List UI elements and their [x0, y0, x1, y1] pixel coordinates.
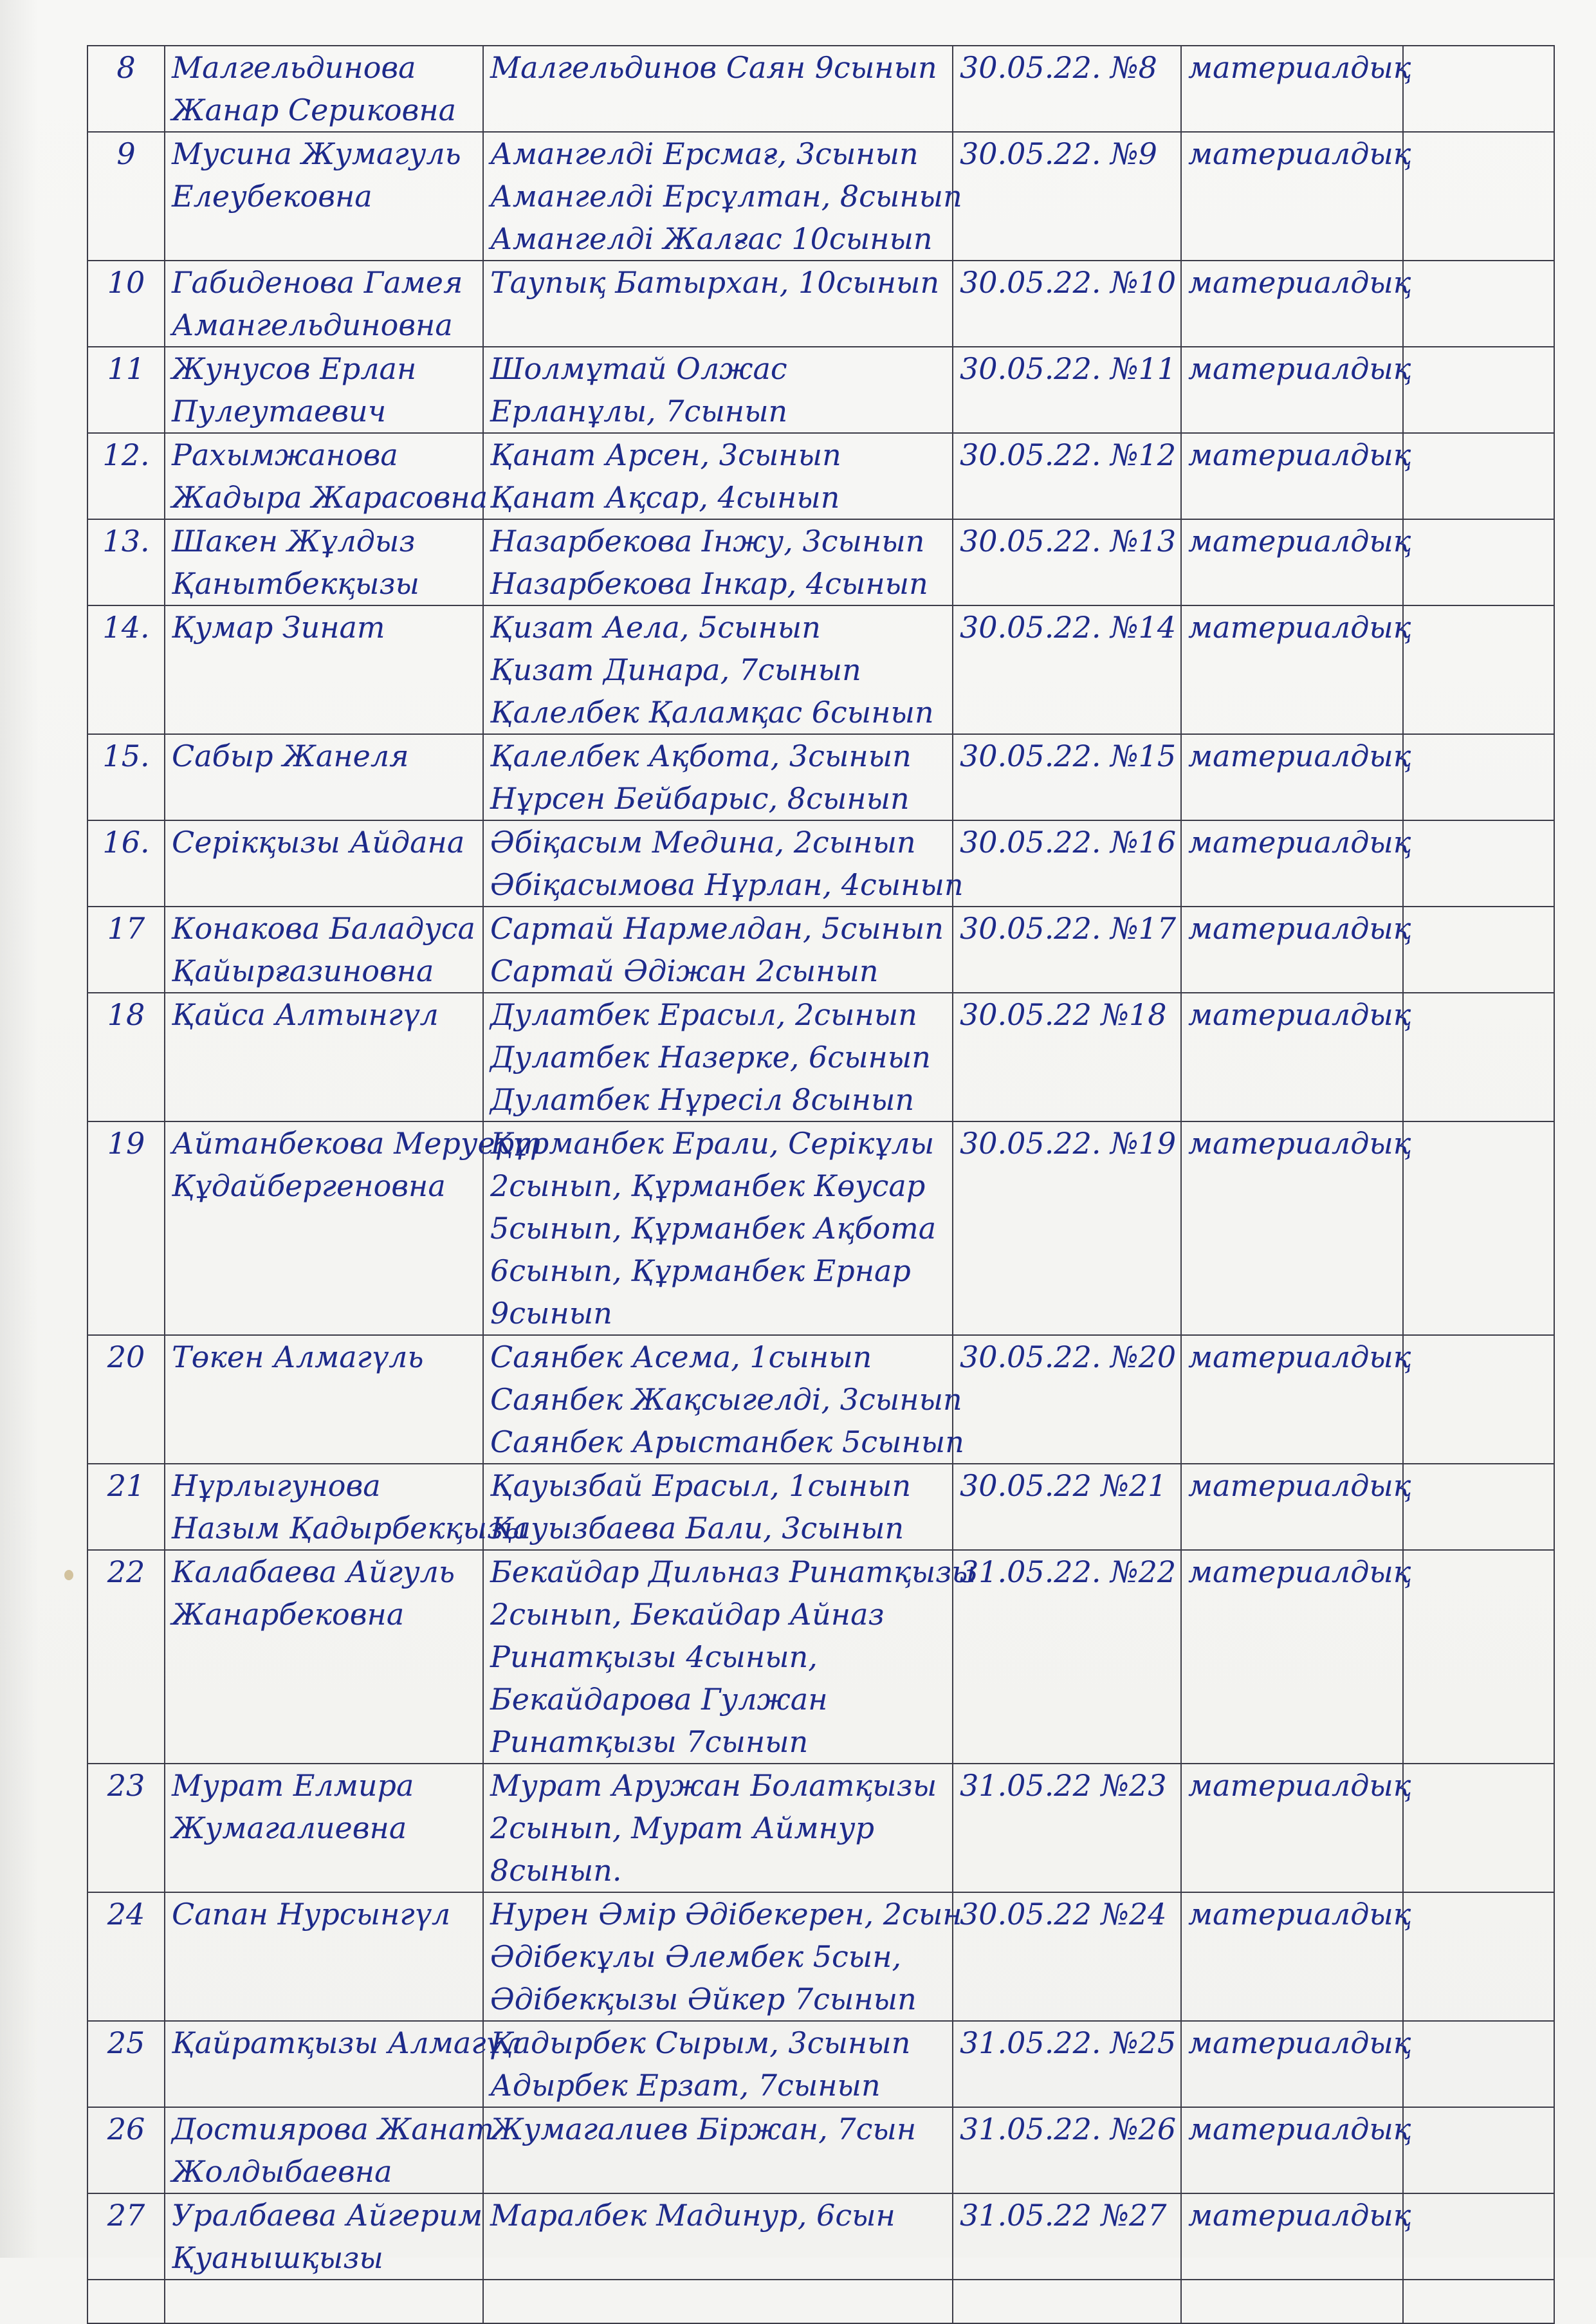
- row-number: [87, 519, 165, 605]
- child-entry-line: Қалелбек Қаламқас 6сынып: [490, 695, 934, 730]
- child-entry-line: Ринатқызы 4сынып,: [490, 1639, 818, 1674]
- children-list: [483, 2280, 953, 2323]
- signature-cell: [1403, 2021, 1554, 2107]
- row-number-text: 23: [107, 1768, 145, 1803]
- children-list: [483, 46, 953, 132]
- aid-type: [1181, 820, 1411, 907]
- row-number: [87, 132, 165, 261]
- aid-type: [1181, 261, 1411, 347]
- table-row: [87, 605, 1554, 734]
- aid-type: [1181, 519, 1411, 605]
- applicant-name-line: Айтанбекова Меруерт: [172, 1126, 542, 1161]
- table-row: [87, 519, 1554, 605]
- children-list: [483, 820, 964, 907]
- applicant-name: [165, 2107, 494, 2193]
- signature-cell: [1403, 1764, 1554, 1892]
- aid-type: [1181, 2107, 1411, 2193]
- aid-type: [1181, 734, 1411, 820]
- row-number-text: 24: [107, 1897, 145, 1932]
- applicant-name: [165, 261, 483, 347]
- applicant-name-line: Жанар Сериковна: [172, 93, 457, 127]
- decision-date-text: 30.05.22. №19: [960, 1126, 1177, 1161]
- aid-type: [1181, 605, 1411, 734]
- applicant-name: [165, 907, 483, 993]
- child-entry-line: Дулатбек Назерке, 6сынып: [490, 1040, 931, 1074]
- decision-date-text: [960, 2280, 1174, 2323]
- applicant-name-line: Қайса Алтынгүл: [172, 997, 439, 1032]
- child-entry-line: Қадырбек Сырым, 3сынып: [490, 2025, 911, 2060]
- aid-type: [1181, 1764, 1411, 1892]
- aid-type: [1181, 1550, 1411, 1764]
- aid-type-text: материалдық: [1188, 1897, 1411, 1932]
- row-number: [87, 46, 165, 132]
- child-entry-line: Мурат Аружан Болатқызы: [490, 1768, 937, 1803]
- applicant-name: [165, 1335, 483, 1464]
- children-list: [483, 2021, 953, 2107]
- applicant-name-line: Төкен Алмагүль: [172, 1340, 424, 1374]
- table-row: [87, 907, 1554, 993]
- applicant-name: [165, 993, 483, 1121]
- child-entry-line: 9сынып: [490, 1296, 612, 1331]
- child-entry-line: 2сынып, Құрманбек Көусар: [490, 1168, 926, 1203]
- row-number: [87, 734, 165, 820]
- row-number-text: 18: [107, 997, 145, 1032]
- applicant-name: [165, 734, 483, 820]
- aid-type-text: материалдық: [1188, 438, 1411, 472]
- row-number-text: 15.: [102, 739, 150, 773]
- decision-date: [953, 907, 1181, 993]
- children-list: [483, 1764, 953, 1892]
- signature-cell: [1403, 907, 1554, 993]
- row-number: [87, 2193, 165, 2280]
- table-row: [87, 820, 1554, 907]
- decision-date: [953, 1764, 1181, 1892]
- child-entry-line: Әбіқасымова Нұрлан, 4сынып: [490, 867, 964, 902]
- applicant-name: [165, 820, 483, 907]
- table-row: [87, 2107, 1554, 2193]
- children-list: [483, 347, 953, 433]
- decision-date: [953, 734, 1181, 820]
- applicant-name-line: Назым Қадырбекқызы: [172, 1511, 527, 1545]
- row-number-text: 13.: [102, 524, 150, 558]
- row-number-text: 21: [107, 1468, 145, 1503]
- signature-cell: [1403, 46, 1554, 132]
- row-number: [87, 261, 165, 347]
- signature-cell: [1403, 519, 1554, 605]
- applicant-name-line: Нұрлыгунова: [172, 1468, 381, 1503]
- aid-type: [1181, 1335, 1411, 1464]
- applicant-name: [165, 132, 483, 261]
- decision-date: [953, 2280, 1181, 2323]
- row-number-text: 10: [107, 265, 145, 300]
- decision-date-text: 30.05.22. №9: [960, 136, 1157, 171]
- child-entry-line: Әдібекқызы Әйкер 7сынып: [490, 1982, 917, 2016]
- table-row: [87, 1335, 1554, 1464]
- applicant-name: [165, 1464, 527, 1550]
- applicant-name-line: Конакова Баладуса: [172, 911, 475, 946]
- applicant-name: [165, 46, 483, 132]
- decision-date-text: 30.05.22. №20: [960, 1340, 1177, 1374]
- register-table: [87, 45, 1555, 2324]
- decision-date: [953, 261, 1181, 347]
- child-entry-line: Назарбекова Інкар, 4сынып: [490, 566, 928, 601]
- aid-type-text: материалдық: [1188, 265, 1411, 300]
- child-entry-line: Саянбек Асема, 1сынып: [490, 1340, 872, 1374]
- signature-cell: [1403, 1335, 1554, 1464]
- signature-cell: [1403, 1550, 1554, 1764]
- child-entry-line: Саянбек Жақсыгелді, 3сынып: [490, 1382, 962, 1417]
- decision-date-text: 30.05.22. №17: [960, 911, 1177, 946]
- children-list: [483, 519, 953, 605]
- row-number-text: 20: [107, 1340, 145, 1374]
- aid-type-text: материалдық: [1188, 1126, 1411, 1161]
- row-number-text: 26: [107, 2112, 145, 2146]
- applicant-name-line: Амангельдиновна: [172, 308, 453, 342]
- decision-date-text: 30.05.22. №15: [960, 739, 1177, 773]
- children-list: [483, 1464, 953, 1550]
- child-entry-line: Таупық Батырхан, 10сынып: [490, 265, 940, 300]
- applicant-name-line: Сапан Нурсынгүл: [172, 1897, 451, 1932]
- applicant-name-line: Жолдыбаевна: [172, 2154, 392, 2189]
- child-entry-line: Дулатбек Ерасыл, 2сынып: [490, 997, 917, 1032]
- decision-date: [953, 433, 1181, 519]
- row-number: [87, 1121, 165, 1335]
- aid-type: [1181, 2021, 1411, 2107]
- row-number-text: 19: [107, 1126, 145, 1161]
- child-entry-line: Сартай Нармелдан, 5сынып: [490, 911, 944, 946]
- table-row: [87, 46, 1554, 132]
- child-entry-line: Нурен Әмір Әдібекерен, 2сын: [490, 1897, 962, 1932]
- table-row: [87, 1121, 1554, 1335]
- row-number: [87, 820, 165, 907]
- aid-type-text: материалдық: [1188, 136, 1411, 171]
- decision-date: [953, 1121, 1181, 1335]
- applicant-name-line: Калабаева Айгуль: [172, 1554, 455, 1589]
- table-row: [87, 132, 1554, 261]
- child-entry-line: Әбіқасым Медина, 2сынып: [490, 825, 916, 860]
- decision-date-text: 30.05.22. №11: [960, 351, 1177, 386]
- decision-date: [953, 2021, 1181, 2107]
- signature-cell: [1403, 1464, 1554, 1550]
- children-list: [483, 132, 962, 261]
- applicant-name-line: Жумагалиевна: [172, 1811, 407, 1845]
- decision-date-text: 31.05.22. №25: [960, 2025, 1177, 2060]
- row-number-text: [95, 2280, 158, 2323]
- applicant-name: [165, 1121, 542, 1335]
- applicant-name-line: Қайырғазиновна: [172, 954, 434, 988]
- children-list: [483, 1121, 953, 1335]
- decision-date: [953, 605, 1181, 734]
- decision-date: [953, 132, 1181, 261]
- aid-type-text: [1188, 2280, 1396, 2323]
- aid-type-text: материалдық: [1188, 610, 1411, 645]
- aid-type: [1181, 2193, 1411, 2280]
- table-row: [87, 261, 1554, 347]
- table-row: [87, 993, 1554, 1121]
- children-list: [483, 1550, 976, 1764]
- applicant-name: [165, 433, 488, 519]
- aid-type: [1181, 1121, 1411, 1335]
- applicant-name-line: Мурат Елмира: [172, 1768, 414, 1803]
- aid-type-text: материалдық: [1188, 997, 1411, 1032]
- applicant-name-line: Серікқызы Айдана: [172, 825, 465, 860]
- signature-cell: [1403, 1121, 1554, 1335]
- row-number-text: 25: [107, 2025, 145, 2060]
- table-row: [87, 2021, 1554, 2107]
- aid-type-text: материалдық: [1188, 1468, 1411, 1503]
- signature-cell: [1403, 261, 1554, 347]
- child-entry-line: 2сынып, Мурат Аймнур: [490, 1811, 875, 1845]
- aid-type: [1181, 993, 1411, 1121]
- row-number: [87, 2021, 165, 2107]
- aid-type: [1181, 347, 1411, 433]
- decision-date-text: 31.05.22. №26: [960, 2112, 1177, 2146]
- signature-cell: [1403, 132, 1554, 261]
- decision-date-text: 30.05.22. №16: [960, 825, 1177, 860]
- row-number-text: 14.: [102, 610, 150, 645]
- signature-cell: [1403, 734, 1554, 820]
- applicant-name: [165, 519, 483, 605]
- aid-type-text: материалдық: [1188, 50, 1411, 85]
- decision-date-text: 30.05.22. №14: [960, 610, 1177, 645]
- row-number: [87, 1892, 165, 2021]
- row-number-text: 9: [116, 136, 136, 171]
- child-entry-line: Адырбек Ерзат, 7сынып: [490, 2068, 881, 2103]
- decision-date: [953, 347, 1181, 433]
- applicant-name: [165, 1892, 483, 2021]
- child-entry-line: Малгельдинов Саян 9сынып: [490, 50, 937, 85]
- decision-date: [953, 1335, 1181, 1464]
- table-row: [87, 2280, 1554, 2323]
- child-entry-line: Амангелді Жалғас 10сынып: [490, 221, 933, 256]
- row-number-text: 12.: [102, 438, 150, 472]
- child-entry-line: Назарбекова Інжу, 3сынып: [490, 524, 925, 558]
- scan-edge-shadow: [0, 0, 39, 2258]
- aid-type: [1181, 2280, 1403, 2323]
- applicant-name-line: Құдайбергеновна: [172, 1168, 446, 1203]
- applicant-name-line: Малгельдинова: [172, 50, 416, 85]
- aid-type-text: материалдық: [1188, 1340, 1411, 1374]
- table-row: [87, 347, 1554, 433]
- decision-date: [953, 2193, 1181, 2280]
- aid-type-text: материалдық: [1188, 825, 1411, 860]
- table-row: [87, 734, 1554, 820]
- applicant-name: [165, 2280, 483, 2323]
- decision-date-text: 30.05.22 №18: [960, 997, 1167, 1032]
- decision-date-text: 30.05.22. №10: [960, 265, 1177, 300]
- signature-cell: [1403, 433, 1554, 519]
- table-row: [87, 1550, 1554, 1764]
- signature-cell: [1403, 2193, 1554, 2280]
- decision-date-text: 30.05.22. №8: [960, 50, 1157, 85]
- applicant-name-line: Рахымжанова: [172, 438, 398, 472]
- decision-date: [953, 1550, 1181, 1764]
- applicant-name-line: Жунусов Ерлан: [172, 351, 417, 386]
- row-number-text: 11: [107, 351, 145, 386]
- row-number-text: 17: [107, 911, 145, 946]
- aid-type-text: материалдық: [1188, 739, 1411, 773]
- child-entry-line: Жумагалиев Біржан, 7сын: [490, 2112, 917, 2146]
- child-entry-line: Бекайдарова Гулжан: [490, 1682, 828, 1717]
- row-number: [87, 1464, 165, 1550]
- decision-date: [953, 1892, 1181, 2021]
- aid-type-text: материалдық: [1188, 351, 1411, 386]
- decision-date-text: 31.05.22 №27: [960, 2198, 1167, 2233]
- paper-stain: [64, 1570, 73, 1580]
- applicant-name-line: Қуанышқызы: [172, 2240, 383, 2275]
- aid-type-text: материалдық: [1188, 2198, 1411, 2233]
- aid-type: [1181, 433, 1411, 519]
- aid-type-text: материалдық: [1188, 524, 1411, 558]
- applicant-name: [165, 1764, 483, 1892]
- applicant-name-line: Қумар Зинат: [172, 610, 385, 645]
- children-list: [483, 433, 953, 519]
- child-entry-line: Құрманбек Ерали, Серікұлы: [490, 1126, 935, 1161]
- aid-type: [1181, 1892, 1411, 2021]
- row-number: [87, 1764, 165, 1892]
- children-list: [483, 605, 953, 734]
- aid-type-text: материалдық: [1188, 1768, 1411, 1803]
- row-number: [87, 1550, 165, 1764]
- signature-cell: [1403, 2280, 1554, 2323]
- child-entry-line: Сартай Әдіжан 2сынып: [490, 954, 879, 988]
- child-entry-line: Шолмұтай Олжас: [490, 351, 787, 386]
- row-number: [87, 433, 165, 519]
- applicant-name-line: [172, 2280, 476, 2323]
- child-entry-line: Қанат Ақсар, 4сынып: [490, 480, 840, 515]
- applicant-name-line: Жанарбековна: [172, 1597, 405, 1632]
- aid-type-text: материалдық: [1188, 2112, 1411, 2146]
- applicant-name-line: Елеубековна: [172, 179, 372, 214]
- table-row: [87, 1892, 1554, 2021]
- child-entry-line: Маралбек Мадинур, 6сын: [490, 2198, 895, 2233]
- child-entry-line: 8сынып.: [490, 1853, 622, 1888]
- applicant-name-line: Сабыр Жанеля: [172, 739, 409, 773]
- child-entry-line: Амангелді Ерсұлтан, 8сынып: [490, 179, 962, 214]
- applicant-name: [165, 2193, 483, 2280]
- child-entry-line: Саянбек Арыстанбек 5сынып: [490, 1425, 964, 1459]
- child-entry-line: Қауызбаева Бали, 3сынып: [490, 1511, 904, 1545]
- row-number: [87, 907, 165, 993]
- register-body: [87, 46, 1554, 2323]
- child-entry-line: [490, 2280, 946, 2323]
- applicant-name-line: Пулеутаевич: [172, 394, 387, 429]
- signature-cell: [1403, 347, 1554, 433]
- child-entry-line: Дулатбек Нұресіл 8сынып: [490, 1082, 915, 1117]
- children-list: [483, 2107, 953, 2193]
- aid-type: [1181, 132, 1411, 261]
- row-number: [87, 2280, 165, 2323]
- decision-date-text: 30.05.22 №24: [960, 1897, 1167, 1932]
- applicant-name-line: Қанытбекқызы: [172, 566, 420, 601]
- decision-date: [953, 2107, 1181, 2193]
- children-list: [483, 261, 953, 347]
- applicant-name: [165, 347, 483, 433]
- applicant-name-line: Шакен Жұлдыз: [172, 524, 416, 558]
- row-number: [87, 347, 165, 433]
- applicant-name-line: Жадыра Жарасовна: [172, 480, 488, 515]
- decision-date: [953, 820, 1181, 907]
- child-entry-line: Қанат Арсен, 3сынып: [490, 438, 841, 472]
- applicant-name: [165, 605, 483, 734]
- child-entry-line: Нұрсен Бейбарыс, 8сынып: [490, 781, 910, 816]
- child-entry-line: Ринатқызы 7сынып: [490, 1724, 809, 1759]
- aid-type: [1181, 1464, 1411, 1550]
- table-row: [87, 1764, 1554, 1892]
- row-number: [87, 605, 165, 734]
- signature-cell: [1403, 820, 1554, 907]
- row-number: [87, 993, 165, 1121]
- decision-date-text: 31.05.22. №22: [960, 1554, 1177, 1589]
- child-entry-line: Қалелбек Ақбота, 3сынып: [490, 739, 912, 773]
- table-row: [87, 433, 1554, 519]
- children-list: [483, 734, 953, 820]
- child-entry-line: Амангелді Ерсмағ, 3сынып: [490, 136, 919, 171]
- aid-type: [1181, 46, 1411, 132]
- applicant-name-line: Қайратқызы Алмагүл: [172, 2025, 522, 2060]
- aid-type-text: материалдық: [1188, 2025, 1411, 2060]
- applicant-name-line: Габиденова Гамея: [172, 265, 463, 300]
- row-number-text: 22: [107, 1554, 145, 1589]
- decision-date-text: 30.05.22. №13: [960, 524, 1177, 558]
- decision-date: [953, 993, 1181, 1121]
- child-entry-line: Қауызбай Ерасыл, 1сынып: [490, 1468, 912, 1503]
- applicant-name-line: Уралбаева Айгерим: [172, 2198, 483, 2233]
- child-entry-line: Қизат Динара, 7сынып: [490, 652, 861, 687]
- child-entry-line: 5сынып, Құрманбек Ақбота: [490, 1211, 937, 1246]
- signature-cell: [1403, 993, 1554, 1121]
- children-list: [483, 1335, 964, 1464]
- row-number-text: 27: [107, 2198, 145, 2233]
- aid-type-text: материалдық: [1188, 1554, 1411, 1589]
- child-entry-line: Ерланұлы, 7сынып: [490, 394, 788, 429]
- applicant-name: [165, 2021, 522, 2107]
- signature-cell: [1403, 2107, 1554, 2193]
- child-entry-line: 6сынып, Құрманбек Ернар: [490, 1253, 911, 1288]
- row-number-text: 8: [116, 50, 136, 85]
- child-entry-line: Қизат Аела, 5сынып: [490, 610, 821, 645]
- aid-type: [1181, 907, 1411, 993]
- child-entry-line: 2сынып, Бекайдар Айназ: [490, 1597, 885, 1632]
- decision-date: [953, 46, 1181, 132]
- children-list: [483, 907, 953, 993]
- row-number: [87, 2107, 165, 2193]
- aid-type-text: материалдық: [1188, 911, 1411, 946]
- table-row: [87, 2193, 1554, 2280]
- applicant-name-line: Мусина Жумагуль: [172, 136, 461, 171]
- row-number: [87, 1335, 165, 1464]
- decision-date: [953, 1464, 1181, 1550]
- applicant-name: [165, 1550, 483, 1764]
- applicant-name-line: Достиярова Жанат: [172, 2112, 494, 2146]
- child-entry-line: Бекайдар Дильназ Ринатқызы: [490, 1554, 976, 1589]
- row-number-text: 16.: [102, 825, 150, 860]
- decision-date-text: 31.05.22 №23: [960, 1768, 1167, 1803]
- decision-date: [953, 519, 1181, 605]
- signature-cell: [1403, 1892, 1554, 2021]
- child-entry-line: Әдібекұлы Әлембек 5сын,: [490, 1939, 902, 1974]
- children-list: [483, 1892, 962, 2021]
- children-list: [483, 993, 953, 1121]
- table-row: [87, 1464, 1554, 1550]
- signature-cell: [1403, 605, 1554, 734]
- decision-date-text: 30.05.22 №21: [960, 1468, 1167, 1503]
- children-list: [483, 2193, 953, 2280]
- decision-date-text: 30.05.22. №12: [960, 438, 1177, 472]
